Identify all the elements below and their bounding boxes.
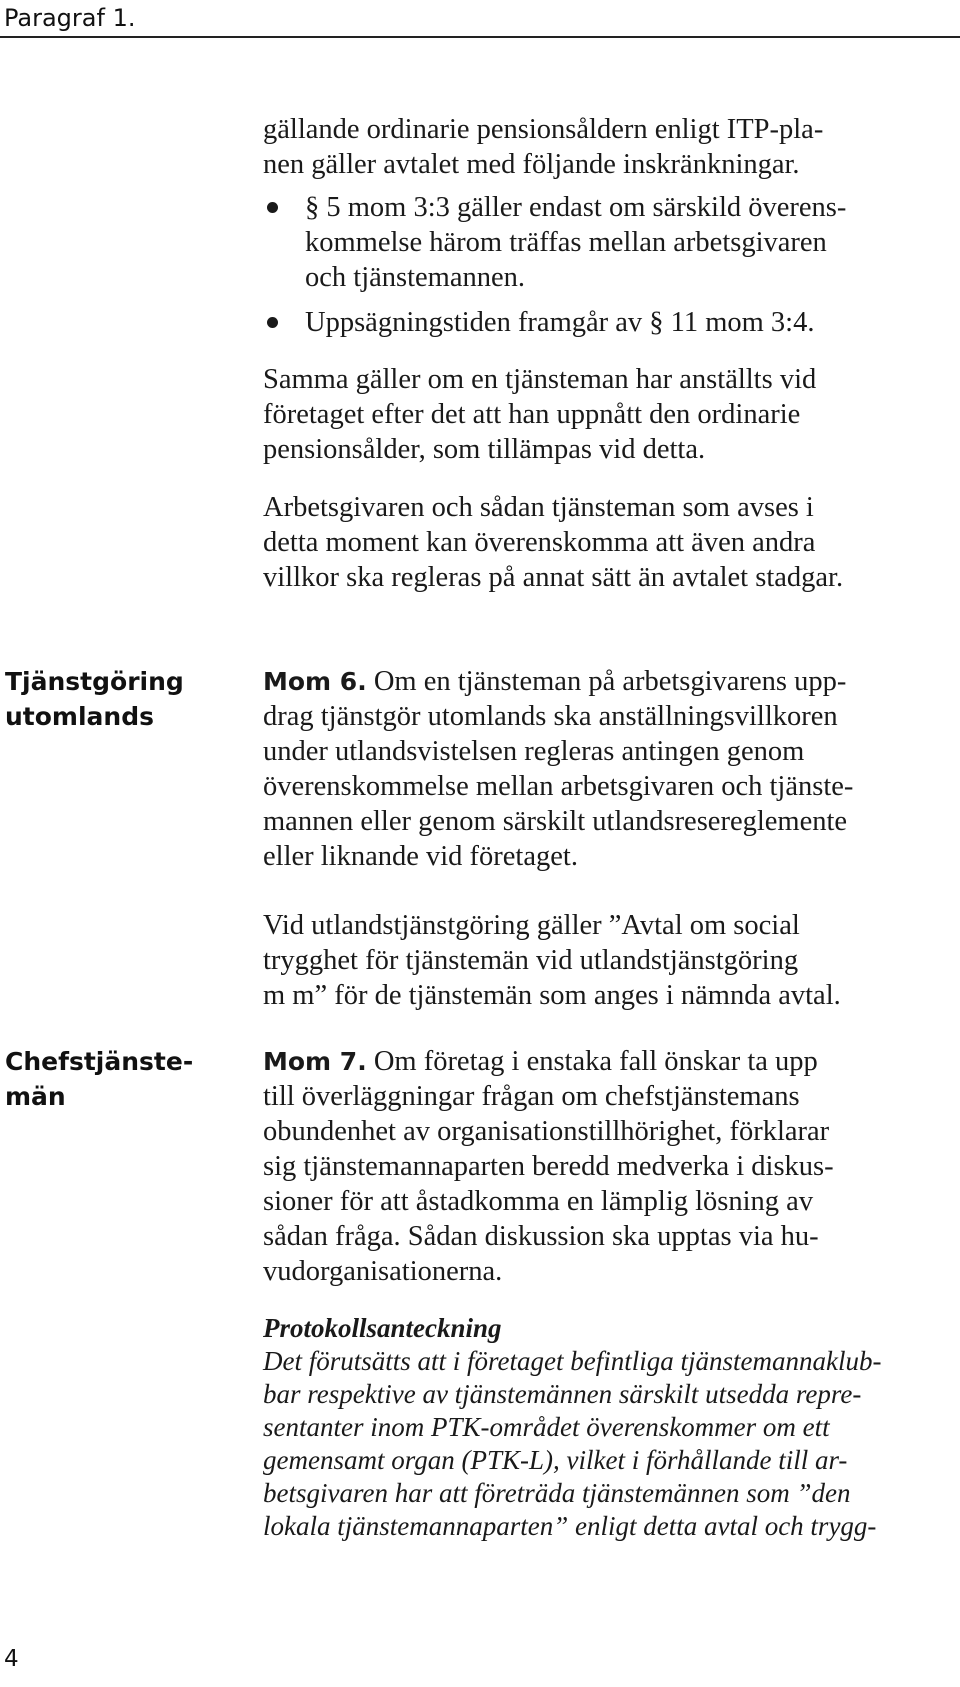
page-number: 4: [4, 1646, 19, 1672]
text-line: överenskommelse mellan arbetsgivaren och tjänste-: [263, 771, 854, 802]
mom-6-first-line: Om en tjänsteman på arbetsgivarens upp-: [373, 666, 847, 697]
text-line: § 5 mom 3:3 gäller endast om särskild överens-: [305, 192, 847, 223]
paragraph-arbetsgivaren: [263, 490, 953, 595]
bullet-list: [263, 190, 846, 340]
protokollsanteckning: [263, 1312, 953, 1543]
side-heading-tjanstgoring: [5, 664, 184, 734]
side-heading-line: Chefstjänste-: [5, 1047, 194, 1076]
bullet-dot-icon: [267, 317, 278, 328]
text-line: eller liknande vid företaget.: [263, 841, 578, 872]
text-line: vudorganisationerna.: [263, 1256, 503, 1287]
mom-7-section: [263, 1044, 953, 1289]
text-line: sig tjänstemannaparten beredd medverka i diskus-: [263, 1151, 834, 1182]
text-line: Vid utlandstjänstgöring gäller ”Avtal om social: [263, 910, 800, 941]
text-line: gemensamt organ (PTK-L), vilket i förhållande till ar-: [263, 1445, 848, 1475]
text-line: villkor ska regleras på annat sätt än avtalet stadgar.: [263, 562, 844, 593]
text-line: detta moment kan överenskomma att även andra: [263, 527, 816, 558]
text-line: sådan fråga. Sådan diskussion ska upptas via hu-: [263, 1221, 819, 1252]
text-line: Uppsägningstiden framgår av § 11 mom 3:4.: [305, 307, 815, 338]
text-line: Det förutsätts att i företaget befintliga tjänstemannaklub-: [263, 1346, 882, 1376]
side-heading-chefs: [5, 1044, 193, 1114]
text-line: nen gäller avtalet med följande inskränkningar.: [263, 149, 800, 180]
text-line: bar respektive av tjänstemännen särskilt utsedda repre-: [263, 1379, 862, 1409]
side-heading-line: män: [5, 1082, 66, 1111]
note-title: Protokollsanteckning: [263, 1313, 502, 1343]
paragraph-vid: [263, 908, 953, 1013]
text-line: [263, 1044, 953, 1079]
text-line: sentanter inom PTK-området överenskommer om ett: [263, 1412, 830, 1442]
text-line: sioner för att åstadkomma en lämplig lösning av: [263, 1186, 814, 1217]
text-line: betsgivaren har att företräda tjänstemännen som ”den: [263, 1478, 851, 1508]
list-item: [263, 305, 846, 340]
side-heading-line: Tjänstgöring: [5, 667, 184, 696]
mom-7-first-line: Om företag i enstaka fall önskar ta upp: [373, 1046, 818, 1077]
text-line: företaget efter det att han uppnått den ordinarie: [263, 399, 801, 430]
text-line: gällande ordinarie pensionsåldern enligt ITP-pla-: [263, 114, 824, 145]
text-line: Arbetsgivaren och sådan tjänsteman som avses i: [263, 492, 814, 523]
paragraph-samma: [263, 362, 953, 467]
list-item: [263, 190, 846, 295]
header-rule: [0, 36, 960, 38]
mom-6-section: [263, 664, 953, 874]
text-line: under utlandsvistelsen regleras antingen genom: [263, 736, 805, 767]
text-line: kommelse härom träffas mellan arbetsgivaren: [305, 227, 827, 258]
text-line: Samma gäller om en tjänsteman har anställts vid: [263, 364, 817, 395]
mom-6-label: Mom 6.: [263, 667, 367, 696]
text-line: m m” för de tjänstemän som anges i nämnda avtal.: [263, 980, 841, 1011]
text-line: till överläggningar frågan om chefstjänstemans: [263, 1081, 800, 1112]
running-header: Paragraf 1.: [4, 4, 136, 32]
side-heading-line: utomlands: [5, 702, 154, 731]
text-line: lokala tjänstemannaparten” enligt detta avtal och trygg-: [263, 1511, 877, 1541]
text-line: trygghet för tjänstemän vid utlandstjänstgöring: [263, 945, 799, 976]
text-line: pensionsålder, som tillämpas vid detta.: [263, 434, 706, 465]
bullet-dot-icon: [267, 202, 278, 213]
text-line: drag tjänstgör utomlands ska anställningsvillkoren: [263, 701, 838, 732]
text-line: [263, 664, 953, 699]
mom-7-label: Mom 7.: [263, 1047, 367, 1076]
text-line: mannen eller genom särskilt utlandsresereglemente: [263, 806, 848, 837]
text-line: obundenhet av organisationstillhörighet, förklarar: [263, 1116, 830, 1147]
text-line: och tjänstemannen.: [305, 262, 526, 293]
intro-paragraph: [263, 112, 953, 182]
